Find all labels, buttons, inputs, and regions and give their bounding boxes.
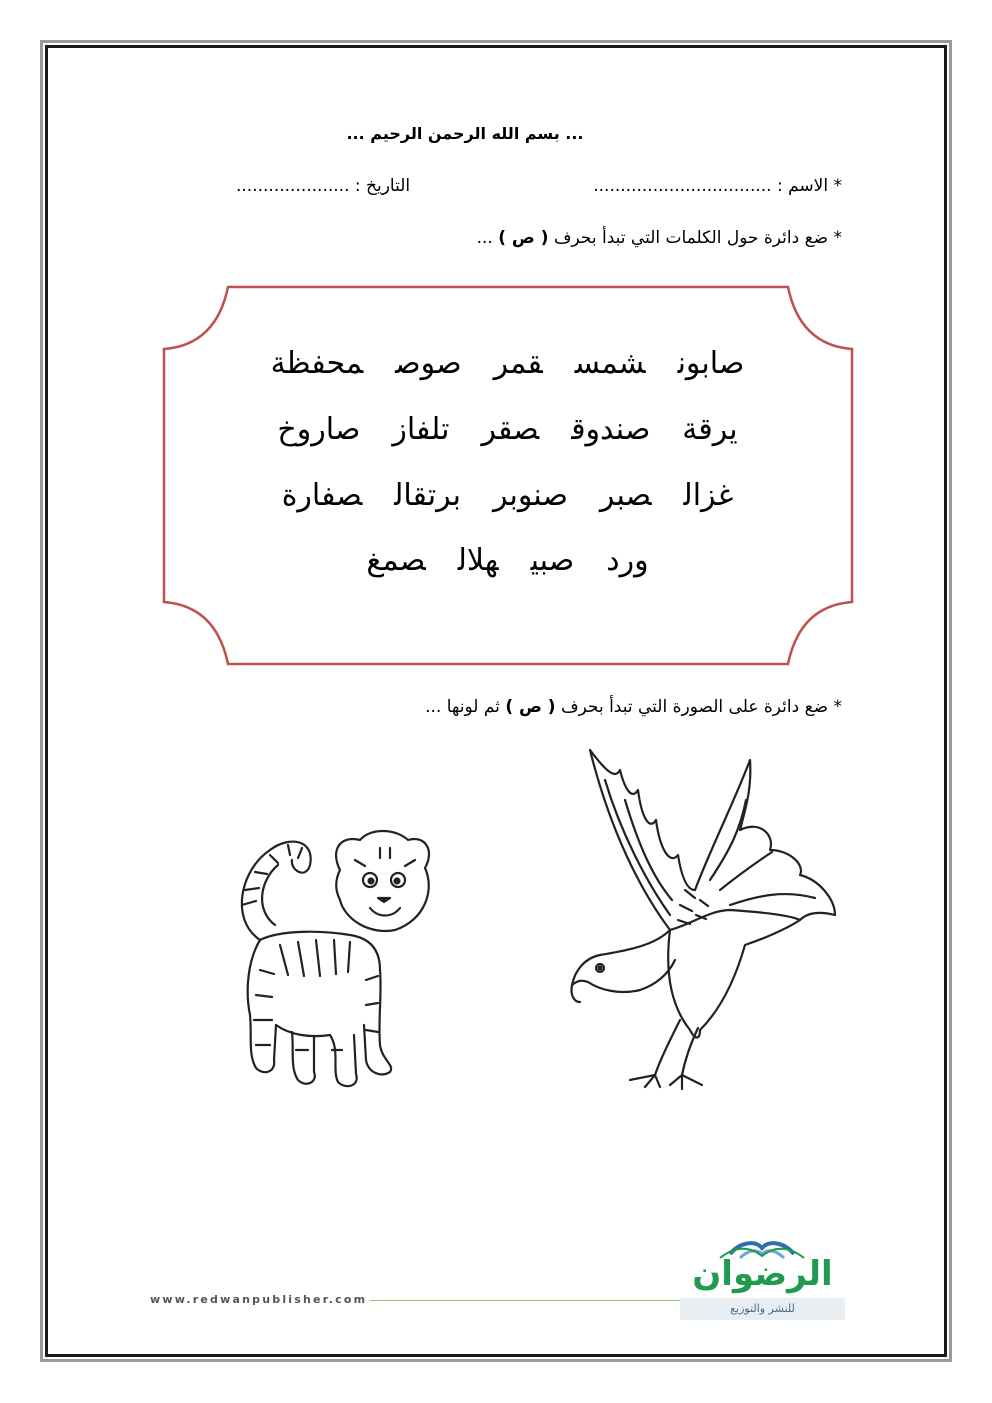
word-row-4	[165, 543, 850, 578]
word-box-frame	[160, 283, 856, 668]
word-item[interactable]: غزال	[683, 478, 734, 513]
word-item[interactable]: صفارة	[281, 478, 363, 513]
target-letter: ( ص )	[505, 697, 556, 717]
basmala-heading: ... بسم الله الرحمن الرحيم ...	[346, 124, 584, 143]
word-item[interactable]: صابون	[677, 346, 745, 381]
tiger-icon[interactable]	[220, 810, 440, 1100]
word-row-1	[165, 346, 850, 381]
word-item[interactable]: صبر	[599, 478, 652, 513]
publisher-url[interactable]: www.redwanpublisher.com	[150, 1293, 368, 1306]
word-item[interactable]: تلفاز	[392, 412, 450, 447]
logo-wordmark: الرضوان	[692, 1254, 833, 1294]
word-item[interactable]: محفظة	[270, 346, 364, 381]
instruction-ellipsis: ...	[476, 228, 499, 248]
instruction-ellipsis: ثم لونها ...	[425, 697, 506, 717]
word-item[interactable]: يرقة	[682, 412, 738, 447]
footer-divider	[370, 1300, 685, 1301]
word-item[interactable]: هلال	[457, 543, 499, 578]
word-item[interactable]: ورد	[606, 543, 649, 578]
word-item[interactable]: صنوبر	[492, 478, 568, 513]
word-row-2	[165, 412, 850, 447]
logo-tagline: للنشر والتوزيع	[680, 1298, 845, 1320]
eagle-icon[interactable]	[560, 740, 850, 1100]
publisher-logo	[680, 1232, 845, 1322]
word-item[interactable]: قمر	[493, 346, 543, 381]
instruction-text: * ضع دائرة حول الكلمات التي تبدأ بحرف	[548, 228, 842, 248]
word-item[interactable]: صاروخ	[277, 412, 361, 447]
target-letter: ( ص )	[498, 228, 549, 248]
instruction-circle-words	[477, 228, 842, 248]
instruction-text: * ضع دائرة على الصورة التي تبدأ بحرف	[555, 697, 842, 717]
date-field: التاريخ : .....................	[236, 176, 411, 196]
word-item[interactable]: صقر	[481, 412, 540, 447]
word-item[interactable]: برتقال	[394, 478, 461, 513]
word-item[interactable]: شمس	[574, 346, 646, 381]
instruction-circle-picture	[425, 697, 842, 717]
word-item[interactable]: صمغ	[366, 543, 426, 578]
word-item[interactable]: صندوق	[571, 412, 651, 447]
word-item[interactable]: صبي	[530, 543, 575, 578]
word-item[interactable]: صوص	[395, 346, 462, 381]
word-row-3	[165, 478, 850, 513]
name-field: * الاسم : .................................	[593, 176, 842, 196]
